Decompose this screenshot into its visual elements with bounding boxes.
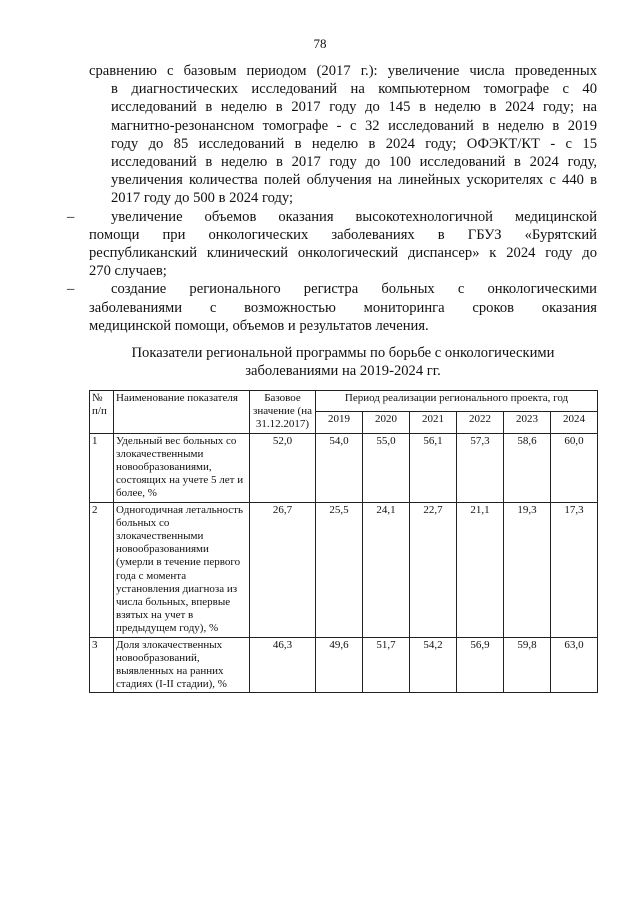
- bullet-line: создание регионального регистра больных с онкологическими: [111, 281, 597, 298]
- row-value: 51,7: [363, 637, 410, 693]
- paragraph-line: магнитно-резонансном томографе - с 32 исследований в неделю в 2019: [111, 117, 597, 134]
- row-name: Одногодичная летальность больных со злокачественными новообразованиями (умерли в течение первого года с момента установления диагноза из числа больных, впервые взятых на учет в предыдущем году), %: [114, 502, 250, 637]
- row-value: 59,8: [504, 637, 551, 693]
- page-number: 78: [313, 36, 327, 51]
- row-value: 21,1: [457, 502, 504, 637]
- bullet-dash: –: [67, 281, 75, 298]
- header-num: № п/п: [90, 391, 114, 434]
- row-value: 54,0: [316, 433, 363, 502]
- row-value: 54,2: [410, 637, 457, 693]
- header-year: 2020: [363, 412, 410, 433]
- header-year: 2021: [410, 412, 457, 433]
- bullet-line: увеличение объемов оказания высокотехнологичной медицинской: [111, 208, 597, 225]
- row-name: Доля злокачественных новообразований, выявленных на ранних стадиях (I-II стадии), %: [114, 637, 250, 693]
- paragraph-line: сравнению с базовым периодом (2017 г.): увеличение числа проведенных: [89, 63, 597, 79]
- bullet-dash: –: [67, 208, 75, 225]
- bullet-item: [67, 208, 597, 281]
- row-value: 57,3: [457, 433, 504, 502]
- row-value: 49,6: [316, 637, 363, 693]
- paragraph-line: увеличения количества полей облучения на линейных ускорителях с 440 в: [111, 172, 597, 189]
- table-title: [89, 344, 597, 380]
- row-name: Удельный вес больных со злокачественными новообразованиями, состоящих на учете 5 лет и более, %: [114, 433, 250, 502]
- row-value: 63,0: [551, 637, 598, 693]
- bullet-line: заболеваниями с возможностью мониторинга сроков оказания: [89, 299, 597, 316]
- table-row: [90, 502, 598, 637]
- bullet-line: республиканский клинический онкологический диспансер» к 2024 году до: [89, 245, 597, 262]
- header-name: Наименование показателя: [114, 391, 250, 434]
- row-value: 60,0: [551, 433, 598, 502]
- header-period: Период реализации регионального проекта, год: [316, 391, 598, 412]
- row-value: 17,3: [551, 502, 598, 637]
- header-year: 2024: [551, 412, 598, 433]
- paragraph-line: исследований в неделю в 2017 году до 100 исследований в 2024 году,: [111, 154, 597, 171]
- header-year: 2019: [316, 412, 363, 433]
- indicators-table: [89, 390, 598, 693]
- paragraph-line: 2017 году до 500 в 2024 году;: [111, 190, 294, 207]
- header-year: 2023: [504, 412, 551, 433]
- row-value: 22,7: [410, 502, 457, 637]
- bullet-line: медицинской помощи, объемов и результатов лечения.: [89, 317, 429, 334]
- row-base: 46,3: [250, 637, 316, 693]
- table-title-line: Показатели региональной программы по борьбе с онкологическими: [131, 345, 555, 361]
- row-base: 52,0: [250, 433, 316, 502]
- paragraph-line: исследований в неделю в 2017 году до 145 в неделю в 2024 году; на: [111, 99, 597, 116]
- row-value: 19,3: [504, 502, 551, 637]
- bullet-line: помощи при онкологических заболеваниях в ГБУЗ «Бурятский: [89, 226, 597, 243]
- row-value: 56,9: [457, 637, 504, 693]
- row-value: 55,0: [363, 433, 410, 502]
- row-value: 24,1: [363, 502, 410, 637]
- row-base: 26,7: [250, 502, 316, 637]
- row-value: 25,5: [316, 502, 363, 637]
- row-num: 2: [90, 502, 114, 637]
- table-row: [90, 637, 598, 693]
- header-year: 2022: [457, 412, 504, 433]
- paragraph-line: году до 85 исследований в неделю в 2024 году; ОФЭКТ/КТ - с 15: [111, 135, 597, 152]
- row-value: 58,6: [504, 433, 551, 502]
- row-num: 3: [90, 637, 114, 693]
- row-value: 56,1: [410, 433, 457, 502]
- header-row: [90, 391, 598, 412]
- row-num: 1: [90, 433, 114, 502]
- body-text: [67, 62, 597, 335]
- paragraph-line: в диагностических исследований на компьютерном томографе с 40: [111, 81, 597, 98]
- bullet-item: [67, 280, 597, 335]
- bullet-line: 270 случаев;: [89, 263, 167, 280]
- table-row: [90, 433, 598, 502]
- table-title-line: заболеваниями на 2019-2024 гг.: [245, 363, 441, 380]
- header-base: Базовое значение (на 31.12.2017): [250, 391, 316, 434]
